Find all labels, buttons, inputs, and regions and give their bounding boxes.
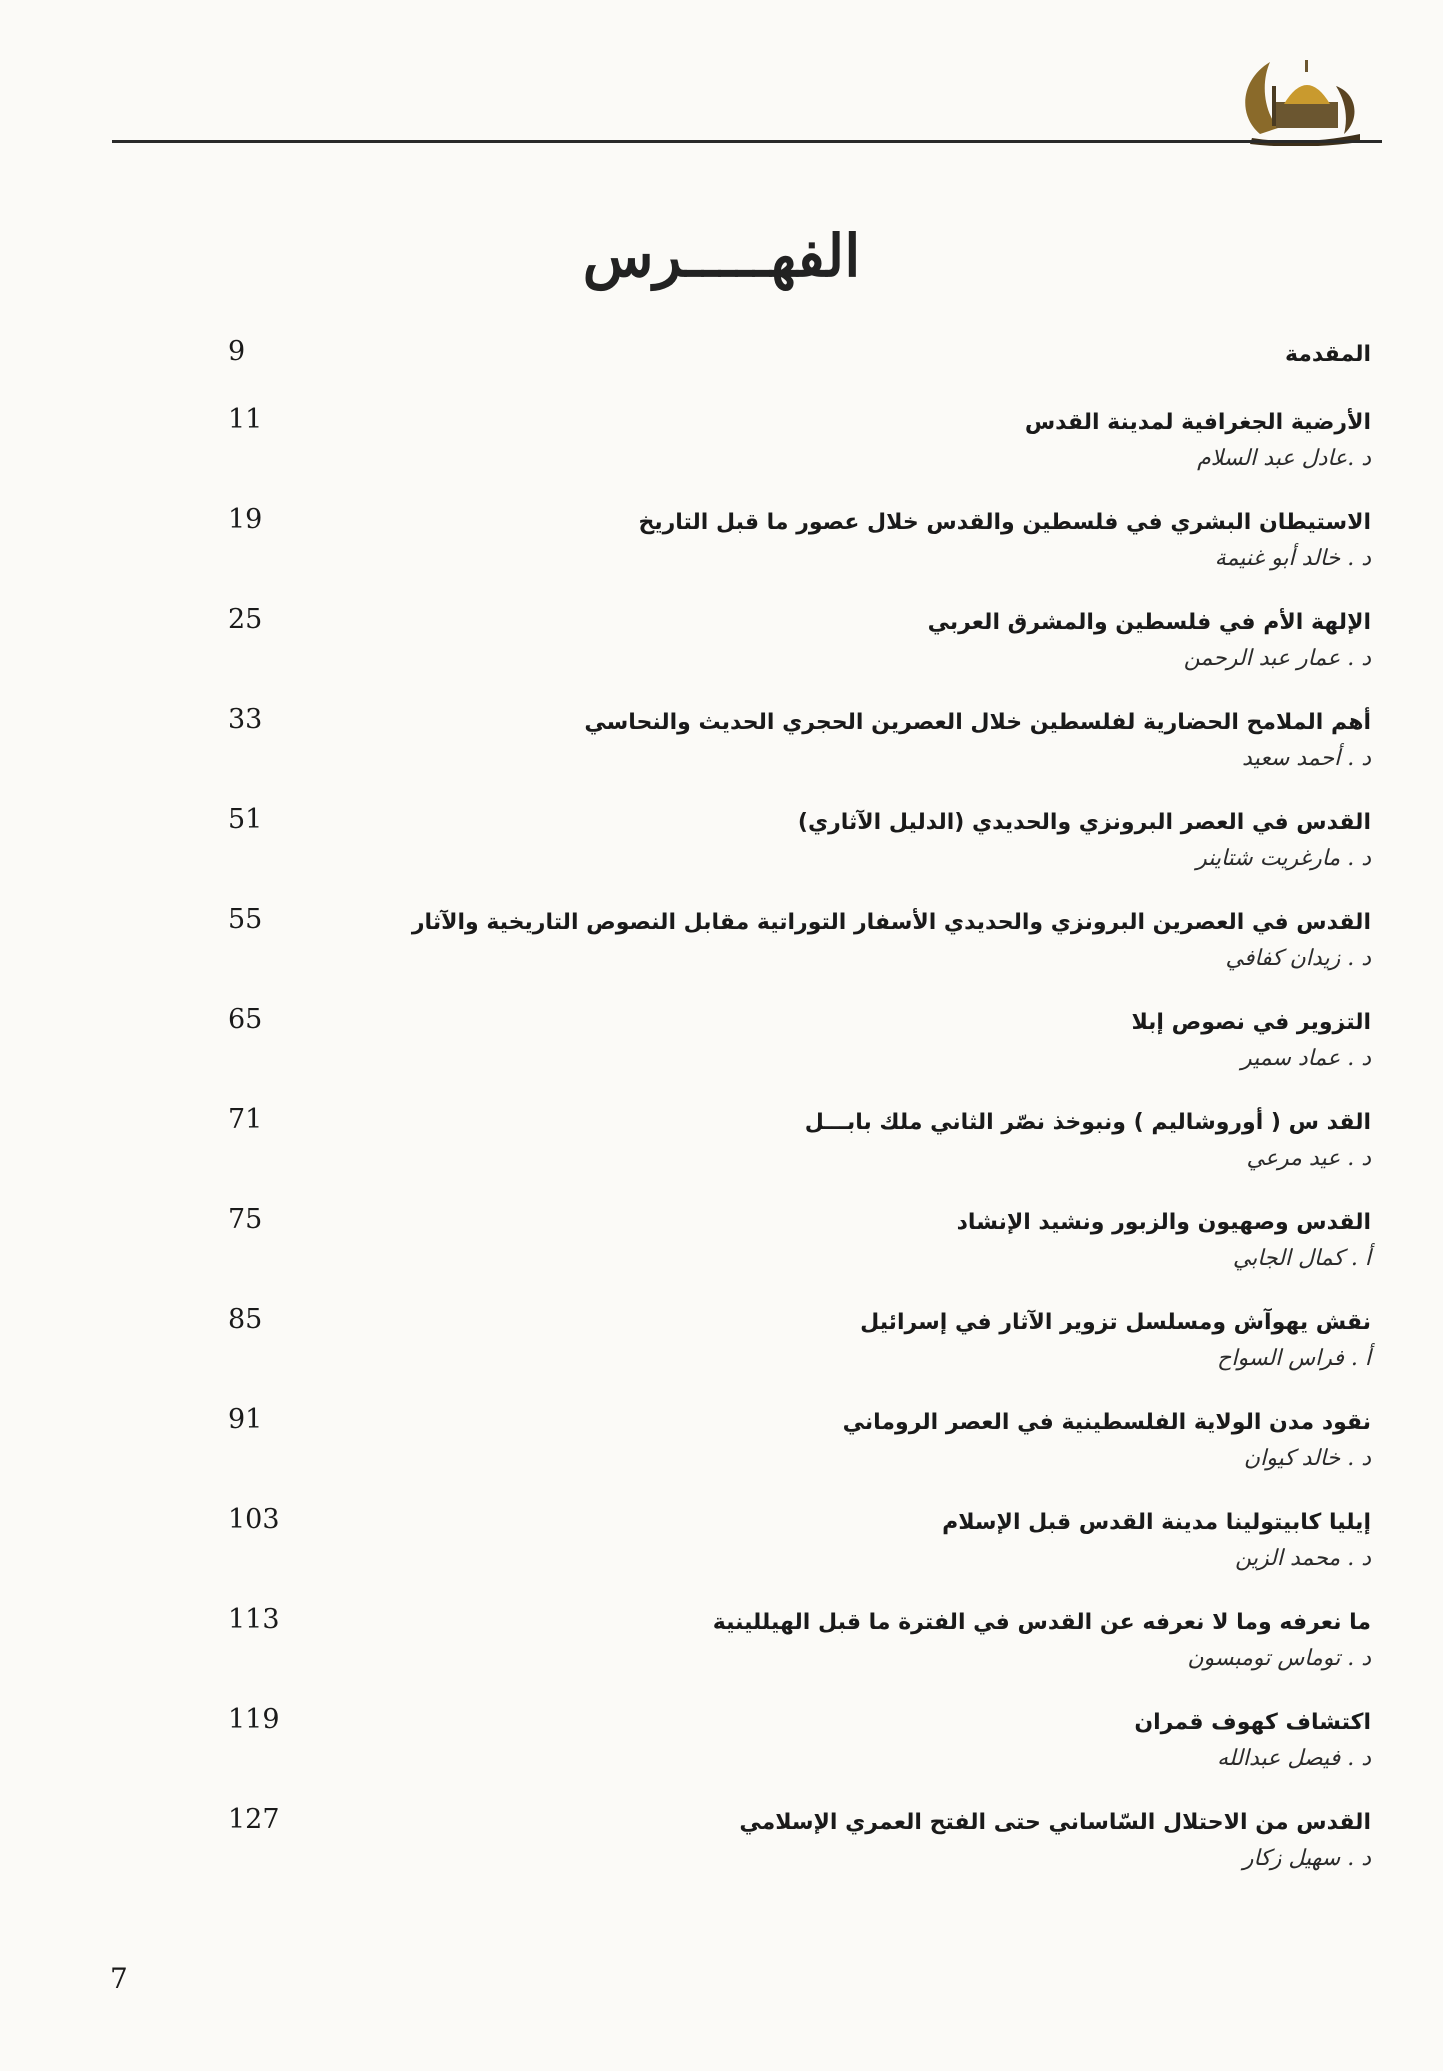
toc-entry-page: 71 [228,1104,263,1135]
toc-entry-author: د . عيد مرعي [1246,1146,1371,1171]
toc-entry-author: د . خالد كيوان [1243,1446,1371,1471]
toc-entry-title: أهم الملامح الحضارية لفلسطين خلال العصرين الحجري الحديث والنحاسي [584,710,1371,735]
toc-entry-page: 103 [228,1504,280,1535]
toc-entry-page: 113 [228,1604,280,1635]
toc-entry-title: اكتشاف كهوف قمران [1134,1710,1371,1735]
toc-entry-title: الإلهة الأم في فلسطين والمشرق العربي [927,610,1371,635]
toc-entry-title: القدس في العصرين البرونزي والحديدي الأسفار التوراتية مقابل النصوص التاريخية والآثار [411,910,1371,935]
toc-entry-title: إيليا كابيتولينا مدينة القدس قبل الإسلام [942,1510,1371,1535]
toc-entry-page: 9 [228,336,246,367]
toc-entry-page: 85 [228,1304,263,1335]
toc-entry-title: التزوير في نصوص إبلا [1131,1010,1371,1035]
toc-entry-author: أ . كمال الجابي [1232,1246,1371,1271]
toc-entry-page: 91 [228,1404,263,1435]
toc-entry-author: د . مارغريت شتاينر [1196,846,1371,871]
toc-entry-author: أ . فراس السواح [1217,1346,1371,1371]
toc-entry-author: د . توماس تومبسون [1187,1646,1371,1671]
toc-entry-page: 33 [228,704,263,735]
toc-entry-title: القد س ( أوروشاليم ) ونبوخذ نصّر الثاني ملك بابـــل [804,1110,1371,1135]
page-number: 7 [110,1962,128,1995]
toc-entry-author: د . أحمد سعيد [1242,746,1371,771]
toc-entry-title: القدس وصهيون والزبور ونشيد الإنشاد [956,1210,1371,1235]
toc-entry-title: نقود مدن الولاية الفلسطينية في العصر الروماني [842,1410,1371,1435]
toc-entry-page: 65 [228,1004,263,1035]
toc-entry-title: القدس من الاحتلال السّاساني حتى الفتح العمري الإسلامي [739,1810,1371,1835]
toc-entry-page: 55 [228,904,263,935]
toc-entry-page: 75 [228,1204,263,1235]
toc-entry-author: د . خالد أبو غنيمة [1214,546,1371,571]
toc-entry-title: المقدمة [1284,342,1371,367]
toc-entry-author: د . زيدان كفافي [1225,946,1371,971]
toc-entry-author: د . فيصل عبدالله [1217,1746,1371,1771]
toc-entry-author: د .عادل عبد السلام [1197,446,1371,471]
toc-entry-author: د . عماد سمير [1240,1046,1371,1071]
toc-entry-page: 25 [228,604,263,635]
page-title: الفهـــــرس [582,222,861,290]
toc-entry-page: 51 [228,804,263,835]
toc-entry-title: ما نعرفه وما لا نعرفه عن القدس في الفترة ما قبل الهيللينية [712,1610,1371,1635]
toc-entry-page: 11 [228,404,263,435]
toc-entry-page: 127 [228,1804,280,1835]
toc-entry-title: الأرضية الجغرافية لمدينة القدس [1024,410,1371,435]
toc-entry-title: القدس في العصر البرونزي والحديدي (الدليل الآثاري) [797,810,1371,835]
toc-entry-author: د . محمد الزين [1235,1546,1371,1571]
toc-entry-title: الاستيطان البشري في فلسطين والقدس خلال عصور ما قبل التاريخ [638,510,1371,535]
toc-entry-author: د . عمار عبد الرحمن [1183,646,1371,671]
toc-entry-title: نقش يهوآش ومسلسل تزوير الآثار في إسرائيل [860,1310,1371,1335]
toc-entry-author: د . سهيل زكار [1242,1846,1371,1871]
toc-entry-page: 119 [228,1704,280,1735]
toc-entry-page: 19 [228,504,263,535]
